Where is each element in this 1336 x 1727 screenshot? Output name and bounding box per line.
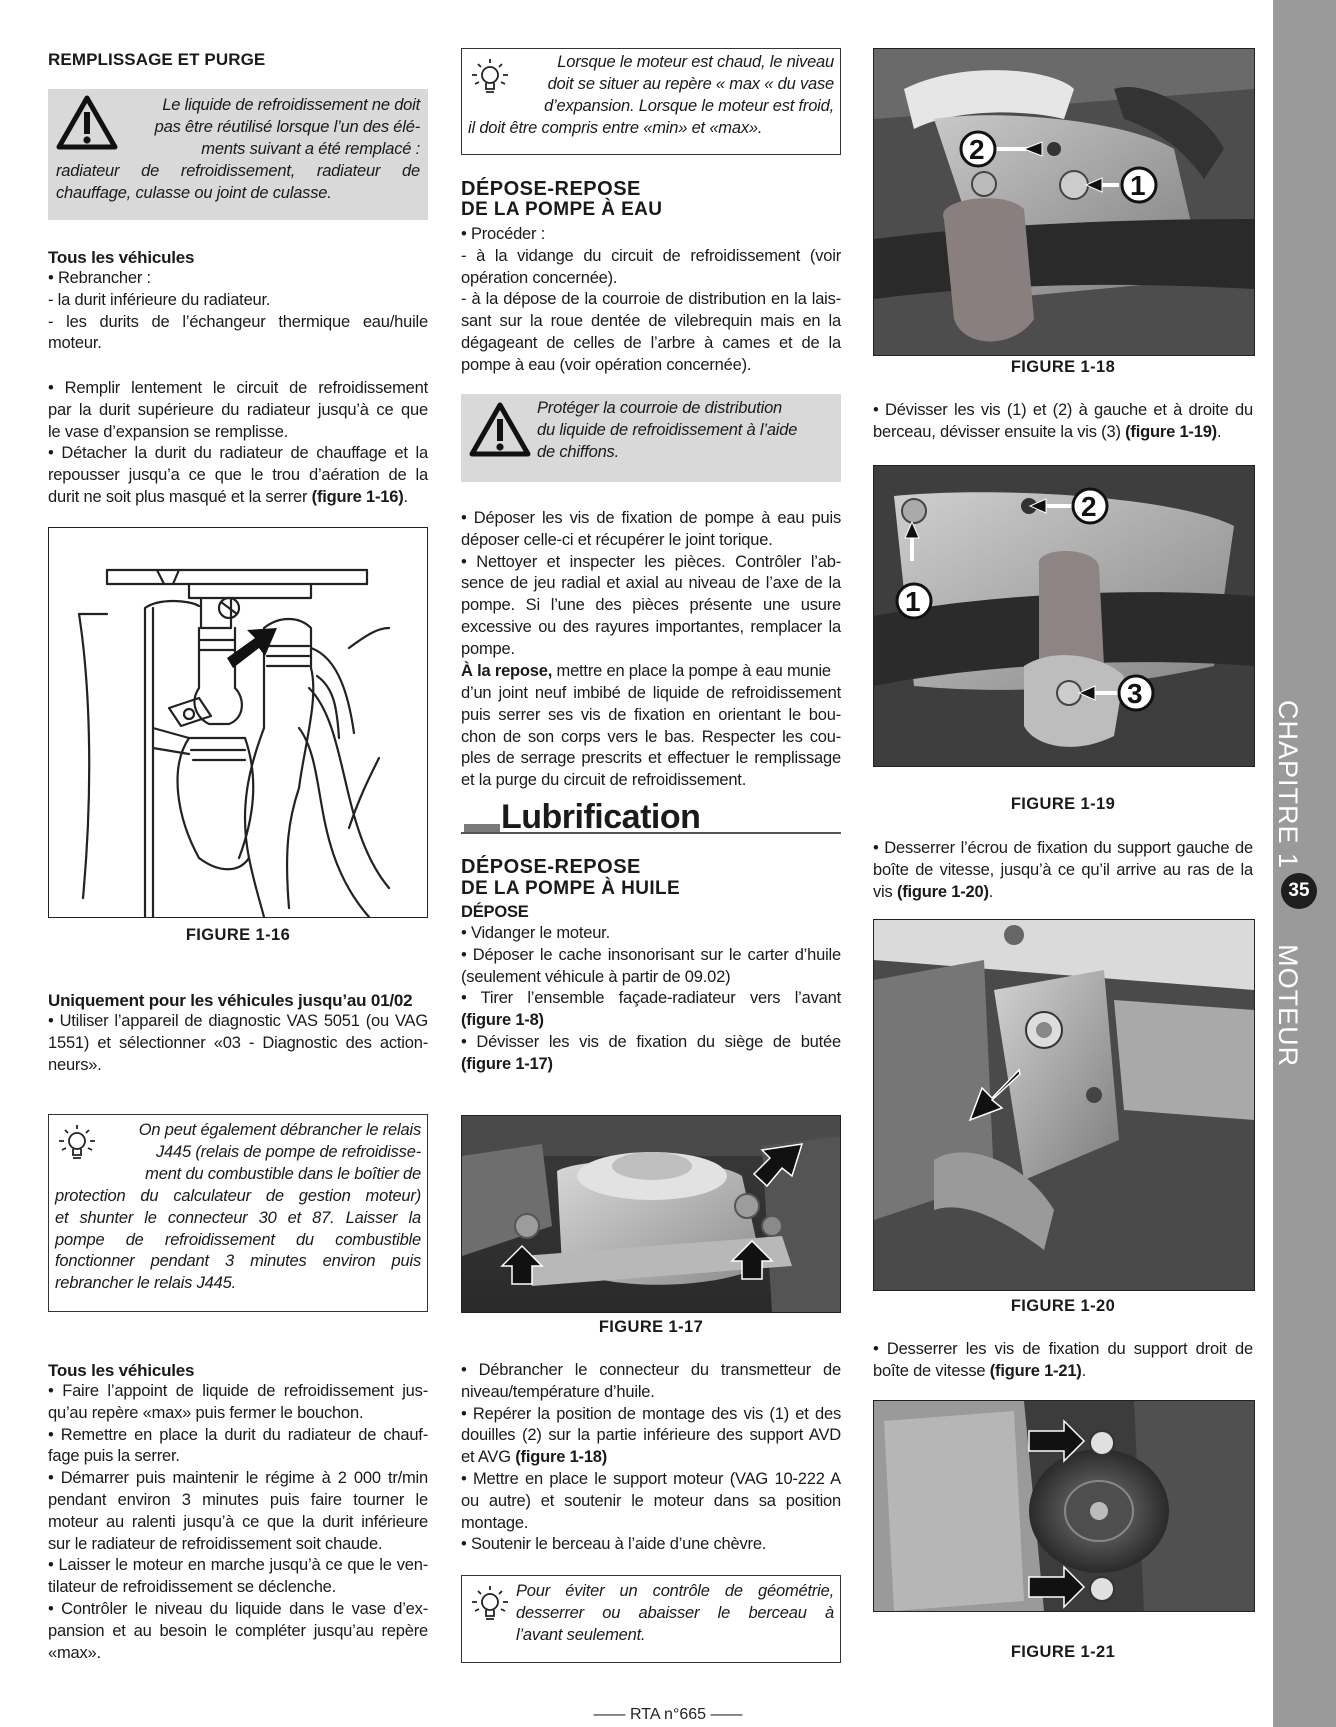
tip-box: Lorsque le moteur est chaud, le niveau doit se situer au repère « max « du vase d’expansion. Lorsque le moteur est froid, il doit être compris entre «min» et «max». bbox=[461, 48, 841, 155]
section-title-lubrification: Lubrification bbox=[501, 798, 701, 836]
paragraph: • Déposer les vis de fixation de pompe à eau puis déposer celle-ci et récupérer le joint torique. • Nettoyer et inspecter les pièces. Contrôler l’ab- sence de jeu radial et axial au niveau de l’axe de la pompe. Si l’une des pièces présente une usure excessive ou des rayures importantes, remplacer la pompe. bbox=[461, 509, 841, 658]
subtitle-tous-vehicules: Tous les véhicules bbox=[48, 248, 195, 267]
warning-box: Protéger la courroie de distribution du liquide de refroidissement à l’aide de chiffons. bbox=[461, 394, 841, 482]
heading-pompe-huile: DE LA POMPE À HUILE bbox=[461, 878, 681, 899]
figure-caption: FIGURE 1-17 bbox=[598, 1318, 704, 1336]
figure-ref: (figure 1-21) bbox=[989, 1362, 1082, 1380]
figure-1-16-drawing bbox=[48, 527, 428, 918]
warning-line: radiateur de refroidissement, radiateur de bbox=[56, 162, 420, 180]
tip-box: On peut également débrancher le relais J445 (relais de pompe de refroidisse- ment du combustible dans le boîtier de protection du calculateur de gestion moteur) et shunter le connecteur 30 et 87. Laisser la pompe de refroidissement du combustible fonctionner pendant 3 minutes environ puis rebrancher le relais J445. bbox=[48, 1114, 428, 1312]
radiator-hose-drawing bbox=[49, 528, 427, 917]
subframe-bolts-photo-2 bbox=[874, 466, 1254, 766]
paragraph: • Faire l’appoint de liquide de refroidissement jus- qu’au repère «max» puis fermer le bouchon. • Remettre en place la durit du radiateur de chauf- fage puis la serrer. • Démarrer puis maintenir le régime à 2 000 tr/min pendant environ 3 minutes puis faire tourner le moteur au ralenti jusqu’à ce que la durit inférieure sur le radiateur de refroidissement soit chaude. • Laisser le moteur en marche jusqu’à ce que le ven- tilateur de refroidissement se déclenche. • Contrôler le niveau du liquide dans le vase d’ex- pansion et au besoin le compléter jusqu’au repère «max». bbox=[48, 1382, 428, 1662]
figure-1-20-photo bbox=[873, 919, 1255, 1291]
warning-line: chauffage, culasse ou joint de culasse. bbox=[56, 184, 332, 202]
warning-line: ments suivant a été remplacé : bbox=[201, 139, 420, 158]
figure-1-19-photo bbox=[873, 465, 1255, 767]
callout-1: 1 bbox=[1130, 170, 1146, 201]
engine-mount-photo bbox=[462, 1116, 840, 1312]
paragraph: • Mettre en place le support moteur (VAG 10-222 A ou autre) et soutenir le moteur dans sa position montage. • Soutenir le berceau à l’aide d’une chèvre. bbox=[461, 1470, 841, 1554]
warning-box bbox=[48, 89, 428, 220]
figure-1-17-photo bbox=[461, 1115, 841, 1313]
warning-triangle-icon bbox=[469, 402, 531, 458]
chapter-subject: MOTEUR bbox=[1273, 944, 1303, 1068]
chapter-title: CHAPITRE 1 bbox=[1273, 700, 1303, 870]
paragraph: • Rebrancher : - la durit inférieure du radiateur. - les durits de l’échangeur thermique eau/huile moteur. bbox=[48, 269, 428, 353]
heading-pompe-eau: DE LA POMPE À EAU bbox=[461, 199, 663, 220]
paragraph: • Dévisser les vis (1) et (2) à gauche et à droite du bbox=[873, 401, 1253, 419]
figure-ref: (figure 1-17) bbox=[461, 1055, 553, 1073]
paragraph: • Utiliser l’appareil de diagnostic VAS 5051 (ou VAG 1551) et sélectionner «03 - Diagnostic des action- neurs». bbox=[48, 1012, 428, 1074]
gearbox-support-photo bbox=[874, 920, 1254, 1290]
figure-ref: (figure 1-20) bbox=[896, 883, 989, 901]
figure-ref: (figure 1-8) bbox=[461, 1011, 544, 1029]
lightbulb-icon bbox=[468, 55, 512, 99]
subframe-bolts-photo bbox=[874, 49, 1254, 355]
warning-triangle-icon bbox=[56, 95, 118, 151]
lightbulb-icon bbox=[55, 1121, 99, 1165]
subtitle-depose: DÉPOSE bbox=[461, 903, 529, 921]
callout-3: 3 bbox=[1127, 678, 1143, 709]
section-bar bbox=[464, 824, 500, 832]
figure-1-18-photo bbox=[873, 48, 1255, 356]
figure-caption: FIGURE 1-20 bbox=[1010, 1297, 1116, 1315]
paragraph: • Remplir lentement le circuit de refroidissement par la durit supérieure du radiateur jusqu’à ce que le vase d’expansion se remplisse. • Détacher la durit du radiateur de chauffage et la repousser jusqu’a ce que le trou d’aération de la bbox=[48, 379, 428, 485]
gearbox-right-support-photo bbox=[874, 1401, 1254, 1611]
tip-box: Pour éviter un contrôle de géométrie, desserrer ou abaisser le berceau à l’avant seulement. bbox=[461, 1575, 841, 1663]
page-footer: —— RTA n°665 —— bbox=[593, 1706, 743, 1723]
heading-depose-pompe-eau: DÉPOSE-REPOSE bbox=[461, 178, 641, 200]
callout-2: 2 bbox=[969, 134, 985, 165]
warning-line: Le liquide de refroidissement ne doit bbox=[162, 96, 420, 114]
figure-ref: (figure 1-18) bbox=[515, 1448, 608, 1466]
figure-ref: (figure 1-16) bbox=[311, 488, 404, 506]
figure-caption: FIGURE 1-18 bbox=[1010, 358, 1116, 376]
subtitle-jusqu-01-02: Uniquement pour les véhicules jusqu’au 01/02 bbox=[48, 991, 413, 1010]
lightbulb-icon bbox=[468, 1582, 512, 1626]
paragraph: • Desserrer l’écrou de fixation du support gauche de boîte de vitesse, jusqu’à ce qu’il arrive au ras de la bbox=[873, 839, 1253, 879]
paragraph: • Desserrer les vis de fixation du support droit de bbox=[873, 1340, 1253, 1358]
figure-ref: (figure 1-19) bbox=[1125, 423, 1217, 441]
paragraph: • Débrancher le connecteur du transmetteur de niveau/température d’huile. • Repérer la position de montage des vis (1) et des douilles (2) sur la partie inférieure des support AVD bbox=[461, 1361, 841, 1445]
paragraph: À la repose, mettre en place la pompe à eau munie bbox=[461, 662, 831, 680]
callout-1: 1 bbox=[905, 586, 921, 617]
figure-caption: FIGURE 1-19 bbox=[1010, 795, 1116, 813]
callout-2: 2 bbox=[1081, 491, 1097, 522]
page-number-badge: 35 bbox=[1281, 873, 1317, 909]
paragraph: • Procéder : - à la vidange du circuit de refroidissement (voir opération concernée). - à la dépose de la courroie de distribution en la lais- sant sur la roue dentée de vilebrequin mais en la dégageant de celles de l’arbre à cames et de la pompe à eau (voir opération concernée). bbox=[461, 225, 841, 374]
paragraph: • Vidanger le moteur. • Déposer le cache insonorisant sur le carter d’huile (seulement véhicule à partir de 09.02) • Tirer l’ensemble façade-radiateur vers l’avant bbox=[461, 924, 841, 1008]
subtitle-tous-vehicules-2: Tous les véhicules bbox=[48, 1361, 195, 1380]
figure-caption: FIGURE 1-21 bbox=[1010, 1643, 1116, 1661]
figure-caption: FIGURE 1-16 bbox=[185, 926, 291, 944]
warning-line: pas être réutilisé lorsque l’un des élé- bbox=[154, 117, 420, 136]
figure-1-21-photo bbox=[873, 1400, 1255, 1612]
section-title-remplissage: REMPLISSAGE ET PURGE bbox=[48, 50, 266, 69]
heading-depose-pompe-huile: DÉPOSE-REPOSE bbox=[461, 856, 641, 878]
